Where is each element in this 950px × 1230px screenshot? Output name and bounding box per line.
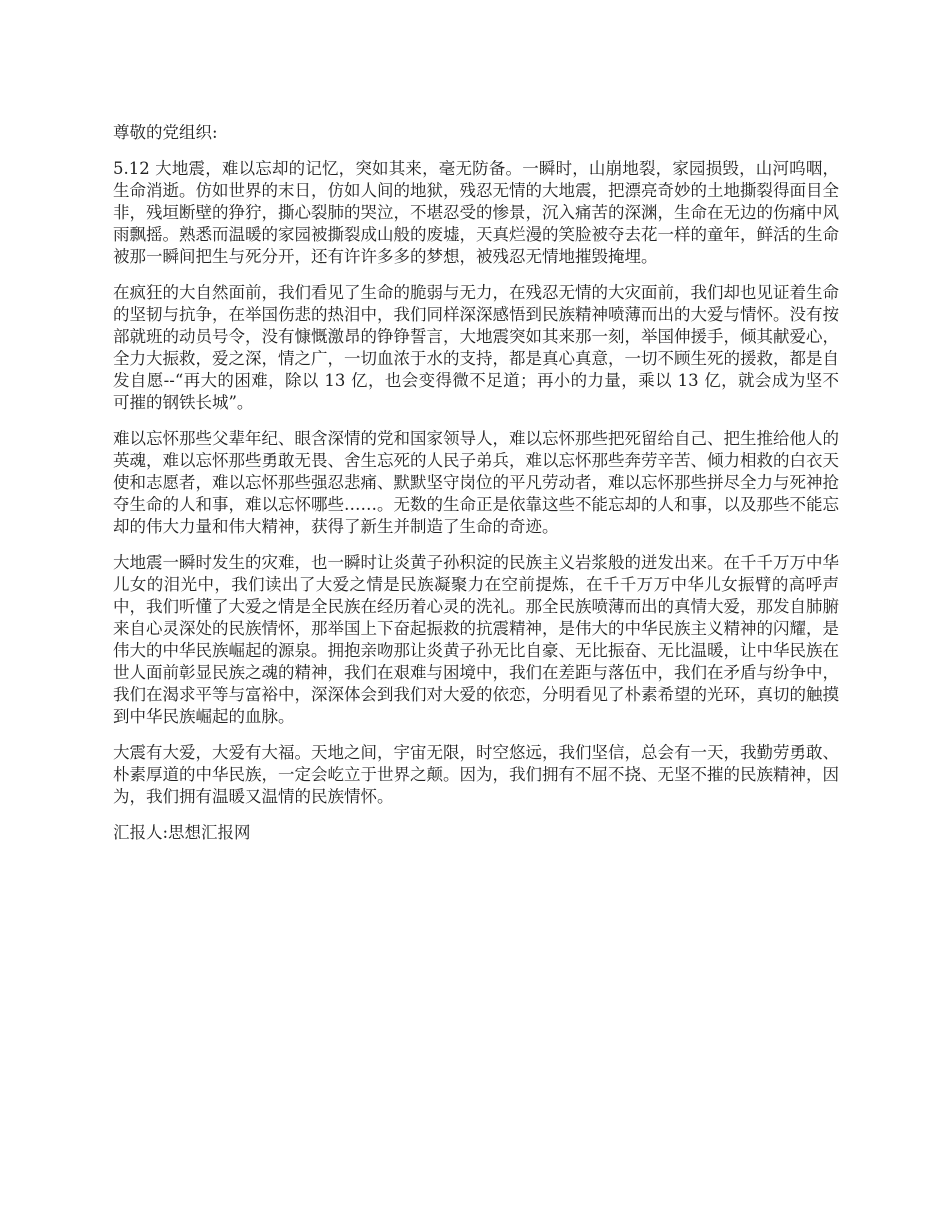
body-paragraph-3: 难以忘怀那些父辈年纪、眼含深情的党和国家领导人，难以忘怀那些把死留给自己、把生推给他人的英魂，难以忘怀那些勇敢无畏、舍生忘死的人民子弟兵，难以忘怀那些奔劳辛苦、倾力相救的白衣天使和志愿者，难以忘怀那些强忍悲痛、默默坚守岗位的平凡劳动者，难以忘怀那些拼尽全力与死神抢夺生命的人和事，难以忘怀哪些……。无数的生命正是依靠这些不能忘却的人和事，以及那些不能忘却的伟大力量和伟大精神，获得了新生并制造了生命的奇迹。 — [113, 429, 839, 536]
body-paragraph-5: 大震有大爱，大爱有大福。天地之间，宇宙无限，时空悠远，我们坚信，总会有一天，我勤劳勇敢、朴素厚道的中华民族，一定会屹立于世界之颠。因为，我们拥有不屈不挠、无坚不摧的民族精神，因为，我们拥有温暖又温情的民族情怀。 — [113, 743, 839, 806]
body-paragraph-1: 5.12 大地震，难以忘却的记忆，突如其来，毫无防备。一瞬时，山崩地裂，家园损毁，山河呜咽，生命消逝。仿如世界的末日，仿如人间的地狱，残忍无情的大地震，把漂亮奇妙的土地撕裂得面目全非，残垣断壁的狰狞，撕心裂肺的哭泣，不堪忍受的惨景，沉入痛苦的深渊，生命在无边的伤痛中风雨飘摇。熟悉而温暖的家园被撕裂成山般的废墟，天真烂漫的笑脸被夺去花一样的童年，鲜活的生命被那一瞬间把生与死分开，还有许许多多的梦想，被残忍无情地摧毁掩埋。 — [113, 159, 839, 266]
body-paragraph-2: 在疯狂的大自然面前，我们看见了生命的脆弱与无力，在残忍无情的大灾面前，我们却也见证着生命的坚韧与抗争，在举国伤悲的热泪中，我们同样深深感悟到民族精神喷薄而出的大爱与情怀。没有按部就班的动员号令，没有慷慨激昂的铮铮誓言，大地震突如其来那一刻，举国伸援手，倾其献爱心，全力大振救，爱之深，情之广，一切血浓于水的支持，都是真心真意，一切不顾生死的援救，都是自发自愿--“再大的困难，除以 13 亿，也会变得微不足道；再小的力量，乘以 13 亿，就会成为坚不可摧的钢铁长城”。 — [113, 283, 839, 412]
salutation: 尊敬的党组织: — [113, 123, 218, 142]
document-page — [113, 122, 839, 858]
signature: 汇报人:思想汇报网 — [113, 823, 251, 842]
body-paragraph-4: 大地震一瞬时发生的灾难，也一瞬时让炎黄子孙积淀的民族主义岩浆般的迸发出来。在千千万万中华儿女的泪光中，我们读出了大爱之情是民族凝聚力在空前提炼，在千千万万中华儿女振臂的高呼声中，我们听懂了大爱之情是全民族在经历着心灵的洗礼。那全民族喷薄而出的真情大爱，那发自肺腑来自心灵深处的民族情怀，那举国上下奋起振救的抗震精神，是伟大的中华民族主义精神的闪耀，是伟大的中华民族崛起的源泉。拥抱亲吻那让炎黄子孙无比自豪、无比振奋、无比温暖，让中华民族在世人面前彰显民族之魂的精神，我们在艰难与困境中，我们在差距与落伍中，我们在矛盾与纷争中，我们在渴求平等与富裕中，深深体会到我们对大爱的依恋，分明看见了朴素希望的光环，真切的触摸到中华民族崛起的血脉。 — [113, 553, 839, 726]
